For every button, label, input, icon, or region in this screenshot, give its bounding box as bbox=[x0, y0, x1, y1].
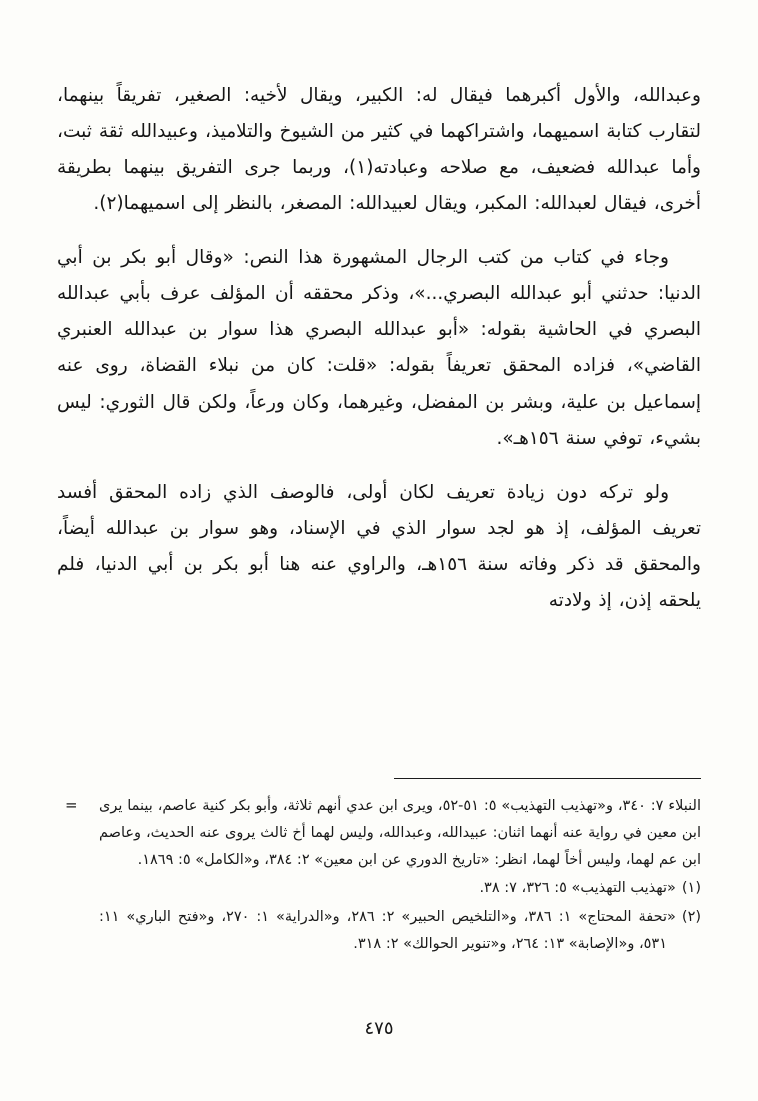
footnote-marker: (١) bbox=[681, 880, 701, 897]
footnote-item bbox=[99, 904, 701, 958]
footnote-continuation bbox=[65, 793, 701, 873]
body-paragraph: ولو تركه دون زيادة تعريف لكان أولى، فالوصف الذي زاده المحقق أفسد تعريف المؤلف، إذ هو لجد سوار الذي في الإسناد، وهو سوار بن عبدالله أيضاً، والمحقق قد ذكر وفاته سنة ١٥٦هـ، والراوي عنه هنا أبو بكر بن أبي الدنيا، فلم يلحقه إذن، إذ ولادته bbox=[57, 481, 701, 611]
footnotes bbox=[57, 793, 701, 958]
footnote-continuation-text: النبلاء ٧: ٣٤٠، و«تهذيب التهذيب» ٥: ٥١-٥٢، ويرى ابن عدي أنهم ثلاثة، وأبو بكر كنية عاصم، بينما يرى ابن معين في رواية عنه أنهما اثنان: عبيدالله، وعبدالله، وليس لهما أخ ثالث يروى عنه الحديث، وعاصم ابن عم لهما، وليس أخاً لهما، انظر: «تاريخ الدوري عن ابن معين» ٢: ٣٨٤، و«الكامل» ٥: ١٨٦٩. bbox=[99, 798, 701, 868]
footnote-item bbox=[99, 875, 701, 902]
body-paragraph: وعبدالله، والأول أكبرهما فيقال له: الكبير، ويقال لأخيه: الصغير، تفريقاً بينهما، لتقارب كتابة اسميهما، واشتراكهما في كثير من الشيوخ والتلاميذ، وعبيدالله ثقة ثبت، وأما عبدالله فضعيف، مع صلاحه وعبادته(١)، وربما جرى التفريق بينهما بطريقة أخرى، فيقال لعبدالله: المكبر، ويقال لعبيدالله: المصغر، بالنظر إلى اسميهما(٢). bbox=[57, 85, 701, 215]
body-text bbox=[57, 78, 701, 637]
body-paragraph: وجاء في كتاب من كتب الرجال المشهورة هذا النص: «وقال أبو بكر بن أبي الدنيا: حدثني أبو عبدالله البصري...»، وذكر محققه أن المؤلف عرف بأبي عبدالله البصري في الحاشية بقوله: «أبو عبدالله البصري هذا سوار بن عبدالله العنبري القاضي»، فزاده المحقق تعريفاً بقوله: «قلت: كان من نبلاء القضاة، روى عنه إسماعيل بن علية، وبشر بن المفضل، وغيرهما، وكان ورعاً، ولكن قال الثوري: ليس بشيء، توفي سنة ١٥٦هـ». bbox=[57, 247, 701, 449]
footnote-text: «تحفة المحتاج» ١: ٣٨٦، و«التلخيص الحبير» ٢: ٢٨٦، و«الدراية» ١: ٢٧٠، و«فتح الباري» ١١: ٥٣١، و«الإصابة» ١٣: ٢٦٤، و«تنوير الحوالك» ٢: ٣١٨. bbox=[99, 909, 676, 953]
page-number: ٤٧٥ bbox=[364, 1018, 394, 1039]
footnote-separator bbox=[394, 778, 701, 779]
footnote-text: «تهذيب التهذيب» ٥: ٣٢٦، ٧: ٣٨. bbox=[479, 880, 676, 897]
footnote-continuation-marker: = bbox=[65, 796, 78, 814]
footnote-marker: (٢) bbox=[681, 909, 702, 926]
footnote-area bbox=[57, 768, 701, 958]
